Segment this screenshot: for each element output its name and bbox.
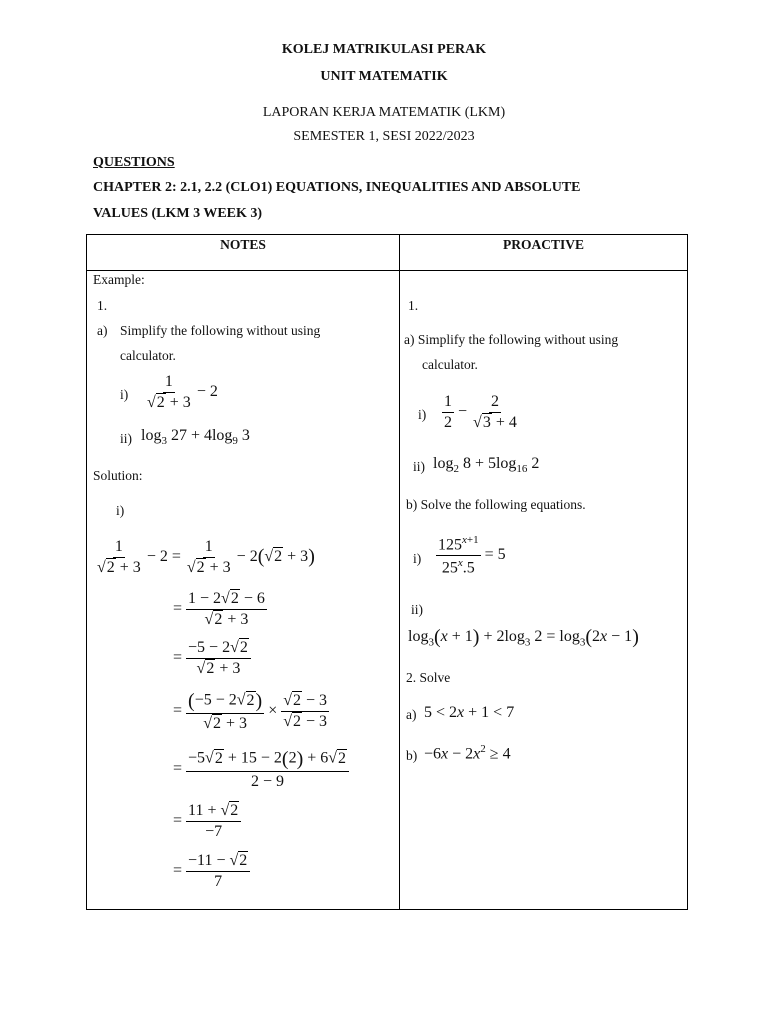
proactive-bi-label: i) <box>413 551 422 566</box>
college-name: KOLEJ MATRIKULASI PERAK <box>281 42 487 57</box>
proactive-q2b-label: b) <box>406 748 418 763</box>
proactive-a-text-line1: a) Simplify the following without using <box>404 332 619 347</box>
proactive-bii-expression: $\log_3(x + 1) + 2\log_3$ $2 = \log_3(2x - 1)$ <box>408 626 639 649</box>
header-divider <box>87 270 687 271</box>
proactive-i-label: i) <box>418 407 427 422</box>
solution-step-4: = $\frac{(-5 - 2√2)}{√2 + 3}$ × $\frac{√2 - 3}{√2 - 3}$ <box>173 690 328 732</box>
example-a-text-line1: Simplify the following without using <box>120 323 321 338</box>
notes-column-header: NOTES <box>220 237 266 252</box>
solution-step-1: $\frac{1}{√2 + 3}$ − 2 = $\frac{1}{√2 + 3}$ − 2(√2 + 3) <box>97 538 315 576</box>
example-a-label: a) <box>97 323 108 338</box>
example-a-text-line2: calculator. <box>120 348 176 363</box>
proactive-ii-expression: $\log_2 8 + 5\log_{16}$ 2 <box>433 455 540 476</box>
column-divider <box>399 235 400 909</box>
questions-heading: QUESTIONS <box>93 155 175 170</box>
example-ii-expression: $\log_3 27 + 4\log_9$ 3 <box>141 427 250 448</box>
solution-label: Solution: <box>93 468 143 483</box>
proactive-ii-label: ii) <box>413 459 425 474</box>
proactive-bi-expression: $\frac{125^{x+1}}{25^x.5}$ = 5 <box>438 534 506 577</box>
proactive-q2-label: 2. Solve <box>406 670 451 685</box>
solution-step-7: = $\frac{-11 - √2}{7}$ <box>173 852 250 890</box>
example-i-label: i) <box>120 387 129 402</box>
example-i-expression: $\frac{1}{√2 + 3}$ − 2 <box>147 373 218 411</box>
proactive-b-text: b) Solve the following equations. <box>406 497 586 512</box>
solution-i-label: i) <box>116 503 125 518</box>
example-number: 1. <box>97 298 108 313</box>
proactive-number: 1. <box>408 298 419 313</box>
proactive-i-expression: $\frac{1}{2}$ − $\frac{2}{√3 + 4}$ <box>444 393 517 431</box>
chapter-heading-line1: CHAPTER 2: 2.1, 2.2 (CLO1) EQUATIONS, INEQUALITIES AND ABSOLUTE <box>93 180 581 195</box>
solution-step-3: = $\frac{-5 - 2√2}{√2 + 3}$ <box>173 639 251 677</box>
semester-line: SEMESTER 1, SESI 2022/2023 <box>293 129 475 144</box>
chapter-heading-line2: VALUES (LKM 3 WEEK 3) <box>93 206 263 221</box>
worksheet-table <box>86 234 688 910</box>
proactive-q2b-inequality: $-6x - 2x^2 \ge 4$ <box>424 743 511 763</box>
proactive-bii-label: ii) <box>411 602 423 617</box>
report-title: LAPORAN KERJA MATEMATIK (LKM) <box>262 105 506 120</box>
example-ii-label: ii) <box>120 431 132 446</box>
solution-step-2: = $\frac{1 - 2√2 - 6}{√2 + 3}$ <box>173 590 265 628</box>
solution-step-5: = $\frac{-5√2 + 15 - 2(2) + 6√2}{2 - 9}$ <box>173 748 349 791</box>
proactive-q2a-label: a) <box>406 707 417 722</box>
proactive-column-header: PROACTIVE <box>502 237 584 252</box>
solution-step-6: = $\frac{11 + √2}{-7}$ <box>173 802 241 840</box>
unit-name: UNIT MATEMATIK <box>320 69 448 84</box>
proactive-q2a-inequality: 5 < 2x + 1 < 7 <box>424 704 515 721</box>
example-label: Example: <box>93 272 145 287</box>
proactive-a-text-line2: calculator. <box>422 357 478 372</box>
